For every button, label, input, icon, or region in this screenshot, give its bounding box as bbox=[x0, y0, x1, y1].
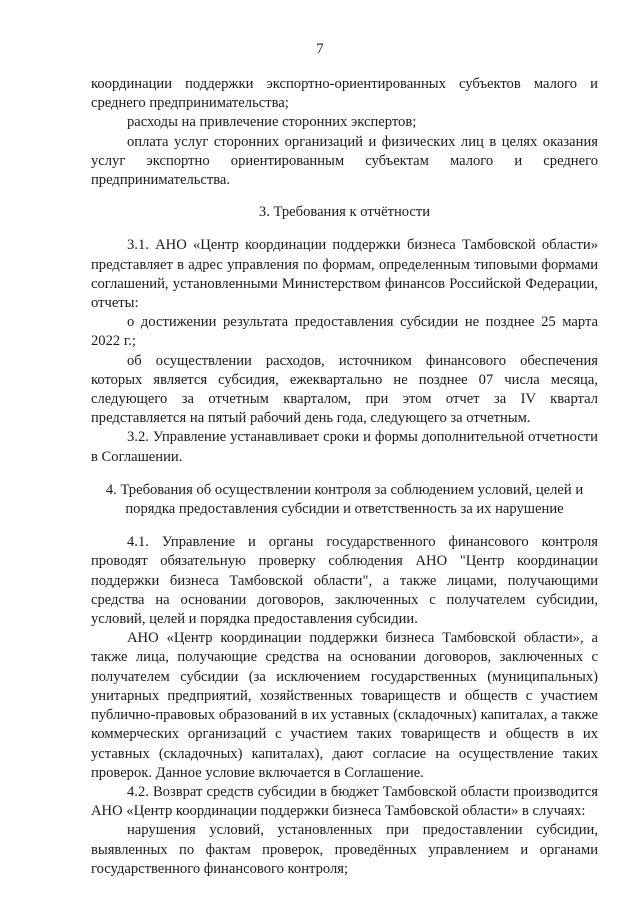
section-3-paragraph-2: о достижении результата предоставления субсидии не позднее 25 марта 2022 г.; bbox=[91, 314, 598, 350]
section-4-paragraph-4: нарушения условий, установленных при предоставлении субсидии, выявленных по фактам проверок, проведённых управлением и органами государственного финансового контроля; bbox=[91, 822, 598, 877]
section-3-heading: 3. Требования к отчётности bbox=[258, 204, 431, 221]
section-3-paragraph-3: об осуществлении расходов, источником финансового обеспечения которых является субсидия, ежеквартально не позднее 07 числа месяца, следующего за отчетным кварталом, при этом отчет за IV квартал представляется на пятый рабочий день года, следующего за отчетным. bbox=[91, 352, 598, 427]
section-4-paragraph-2: АНО «Центр координации поддержки бизнеса Тамбовской области», а также лица, получающие средства на основании договоров, заключенных с получателем субсидии (за исключением государственных (муниципальных) унитарных предприятий, хозяйственных товариществ и обществ с участием публично-правовых образований в их уставных (складочных) капиталах, а также коммерческих организаций с участием таких товариществ и обществ в их уставных (складочных) капиталах), дают согласие на осуществление таких проверок. Данное условие включается в Соглашение. bbox=[91, 630, 598, 781]
intro-paragraph-2: расходы на привлечение сторонних экспертов; bbox=[127, 114, 417, 131]
section-4-paragraph-1: 4.1. Управление и органы государственного финансового контроля проводят обязательную проверку соблюдения АНО "Центр координации поддержки бизнеса Тамбовской области", а также лицами, получающими средства на основании договоров, заключенных с получателем субсидии, условий, целей и порядка предоставления субсидии. bbox=[91, 534, 598, 628]
section-4-paragraph-3: 4.2. Возврат средств субсидии в бюджет Тамбовской области производится АНО «Центр координации поддержки бизнеса Тамбовской области» в случаях: bbox=[91, 783, 598, 820]
section-4-heading: 4. Требования об осуществлении контроля за соблюдением условий, целей и порядка предоставления субсидии и ответственность за их нарушение bbox=[105, 481, 584, 518]
intro-paragraph-1: координации поддержки экспортно-ориентированных субъектов малого и среднего предпринимательства; bbox=[91, 76, 598, 112]
document-body bbox=[91, 75, 598, 879]
intro-paragraph-3: оплата услуг сторонних организаций и физических лиц в целях оказания услуг экспортно ориентированным субъектам малого и среднего предпринимательства. bbox=[91, 133, 598, 189]
page-number: 7 bbox=[316, 41, 324, 57]
section-3-paragraph-4: 3.2. Управление устанавливает сроки и формы дополнительной отчетности в Соглашении. bbox=[91, 429, 598, 465]
section-3-paragraph-1: 3.1. АНО «Центр координации поддержки бизнеса Тамбовской области» представляет в адрес управления по формам, определенным типовыми формами соглашений, установленными Министерством финансов Российской Федерации, отчеты: bbox=[91, 237, 598, 312]
